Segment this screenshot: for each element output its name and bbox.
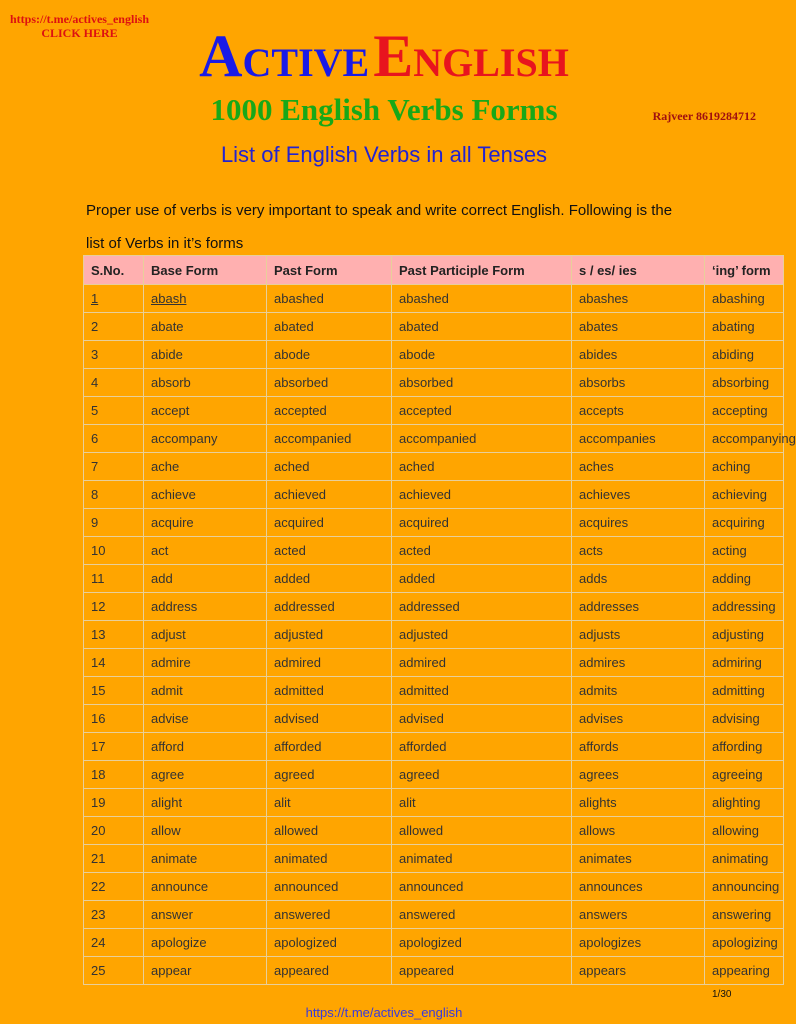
table-cell: answers (572, 901, 705, 929)
table-cell: address (144, 593, 267, 621)
table-cell: animate (144, 845, 267, 873)
table-cell: alight (144, 789, 267, 817)
table-cell: aches (572, 453, 705, 481)
table-cell: adding (705, 565, 784, 593)
table-cell: admitted (267, 677, 392, 705)
table-row (84, 817, 784, 845)
telegram-url[interactable]: https://t.me/actives_english (10, 12, 149, 26)
table-cell: addressing (705, 593, 784, 621)
table-cell: appear (144, 957, 267, 985)
table-cell: abides (572, 341, 705, 369)
table-row (84, 453, 784, 481)
table-cell: 2 (84, 313, 144, 341)
footer-link[interactable]: https://t.me/actives_english (305, 1005, 463, 1020)
table-cell: adds (572, 565, 705, 593)
table-cell: absorb (144, 369, 267, 397)
table-cell: 8 (84, 481, 144, 509)
table-cell: 3 (84, 341, 144, 369)
subtitle: 1000 English Verbs Forms (210, 92, 558, 127)
table-cell: addressed (267, 593, 392, 621)
table-cell: allowing (705, 817, 784, 845)
table-cell: adjusts (572, 621, 705, 649)
table-cell: accepted (267, 397, 392, 425)
table-cell: add (144, 565, 267, 593)
table-cell: 6 (84, 425, 144, 453)
table-cell: absorbs (572, 369, 705, 397)
intro-line-1: Proper use of verbs is very important to speak and write correct English. Following is the (86, 202, 673, 219)
table-cell: 14 (84, 649, 144, 677)
table-cell: added (392, 565, 572, 593)
table-row (84, 425, 784, 453)
table-cell: 16 (84, 705, 144, 733)
table-cell: admitted (392, 677, 572, 705)
table-cell: achieved (392, 481, 572, 509)
table-cell: accompany (144, 425, 267, 453)
table-row (84, 509, 784, 537)
table-cell: appearing (705, 957, 784, 985)
table-cell: addresses (572, 593, 705, 621)
table-cell: adjust (144, 621, 267, 649)
table-cell: abates (572, 313, 705, 341)
table-row (84, 677, 784, 705)
table-cell: alights (572, 789, 705, 817)
table-cell: advising (705, 705, 784, 733)
table-cell: acting (705, 537, 784, 565)
table-cell: 9 (84, 509, 144, 537)
table-cell: apologizes (572, 929, 705, 957)
table-cell: admiring (705, 649, 784, 677)
table-cell: adjusted (392, 621, 572, 649)
column-header: s / es/ ies (572, 256, 705, 285)
table-cell: achieves (572, 481, 705, 509)
table-row (84, 369, 784, 397)
table-cell: accompanied (392, 425, 572, 453)
table-cell: 24 (84, 929, 144, 957)
table-cell: advised (392, 705, 572, 733)
table-cell: addressed (392, 593, 572, 621)
table-cell: animated (392, 845, 572, 873)
verbs-table (83, 255, 796, 985)
table-cell: accepted (392, 397, 572, 425)
table-cell: 10 (84, 537, 144, 565)
table-cell: adjusted (267, 621, 392, 649)
table-cell: achieving (705, 481, 784, 509)
table-row (84, 537, 784, 565)
table-cell: allowed (392, 817, 572, 845)
table-cell: ached (267, 453, 392, 481)
table-cell: 20 (84, 817, 144, 845)
table-cell: 4 (84, 369, 144, 397)
table-cell: added (267, 565, 392, 593)
table-cell: acted (392, 537, 572, 565)
table-cell: affording (705, 733, 784, 761)
table-cell: agrees (572, 761, 705, 789)
table-cell: announce (144, 873, 267, 901)
column-header: Base Form (144, 256, 267, 285)
table-row (84, 901, 784, 929)
table-cell: acted (267, 537, 392, 565)
table-cell: advised (267, 705, 392, 733)
table-cell: alit (267, 789, 392, 817)
table-row (84, 649, 784, 677)
table-cell: animated (267, 845, 392, 873)
table-cell: 21 (84, 845, 144, 873)
table-cell: allowed (267, 817, 392, 845)
table-cell: alit (392, 789, 572, 817)
table-cell: ached (392, 453, 572, 481)
table-header-row (84, 256, 784, 285)
table-cell: absorbing (705, 369, 784, 397)
table-cell: answer (144, 901, 267, 929)
table-cell: announces (572, 873, 705, 901)
table-cell: abide (144, 341, 267, 369)
table-row (84, 733, 784, 761)
table-cell: admires (572, 649, 705, 677)
table-cell: abode (392, 341, 572, 369)
table-cell: allow (144, 817, 267, 845)
table-cell: answered (392, 901, 572, 929)
table-cell: abating (705, 313, 784, 341)
table-cell: 18 (84, 761, 144, 789)
table-row (84, 761, 784, 789)
table-cell: abashes (572, 285, 705, 313)
contact-info: Rajveer 8619284712 (652, 109, 756, 123)
table-cell: advises (572, 705, 705, 733)
table-cell: abashing (705, 285, 784, 313)
table-cell: apologized (267, 929, 392, 957)
table-cell: achieved (267, 481, 392, 509)
table-cell: acquired (392, 509, 572, 537)
table-cell: 23 (84, 901, 144, 929)
title-word-english: ENGLISH (373, 23, 569, 89)
table-cell: advise (144, 705, 267, 733)
table-cell: acquired (267, 509, 392, 537)
table-cell: announcing (705, 873, 784, 901)
table-cell: 5 (84, 397, 144, 425)
table-cell: accepting (705, 397, 784, 425)
table-row (84, 705, 784, 733)
table-cell: abated (267, 313, 392, 341)
table-row (84, 789, 784, 817)
table-row (84, 565, 784, 593)
table-cell: absorbed (392, 369, 572, 397)
table-row (84, 481, 784, 509)
table-row (84, 929, 784, 957)
table-cell: 13 (84, 621, 144, 649)
table-cell: 22 (84, 873, 144, 901)
table-cell: aching (705, 453, 784, 481)
table-cell: accept (144, 397, 267, 425)
table-cell: affords (572, 733, 705, 761)
table-cell: announced (392, 873, 572, 901)
table-cell: abiding (705, 341, 784, 369)
page-number: 1/30 (712, 989, 732, 1000)
table-cell: apologizing (705, 929, 784, 957)
table-row (84, 873, 784, 901)
table-row (84, 341, 784, 369)
table-cell: absorbed (267, 369, 392, 397)
table-cell: announced (267, 873, 392, 901)
table-cell: 25 (84, 957, 144, 985)
table-cell: admired (392, 649, 572, 677)
table-cell: acquire (144, 509, 267, 537)
table-row (84, 285, 784, 313)
column-header: S.No. (84, 256, 144, 285)
table-cell: accompanying (705, 425, 784, 453)
table-cell: appeared (392, 957, 572, 985)
table-cell: apologize (144, 929, 267, 957)
table-row (84, 621, 784, 649)
table-cell: agreed (267, 761, 392, 789)
table-cell: abashed (267, 285, 392, 313)
table-cell: acquiring (705, 509, 784, 537)
column-header: ‘ing’ form (705, 256, 784, 285)
table-cell: agreed (392, 761, 572, 789)
section-heading: List of English Verbs in all Tenses (220, 142, 548, 167)
table-cell: admits (572, 677, 705, 705)
table-cell: allows (572, 817, 705, 845)
table-cell: accompanied (267, 425, 392, 453)
table-cell: 15 (84, 677, 144, 705)
table-cell: appears (572, 957, 705, 985)
table-cell[interactable]: 1 (84, 285, 144, 313)
table-cell: 12 (84, 593, 144, 621)
table-cell: afforded (267, 733, 392, 761)
click-here-link[interactable]: CLICK HERE (41, 26, 118, 40)
table-cell: agree (144, 761, 267, 789)
table-cell: admire (144, 649, 267, 677)
table-row (84, 313, 784, 341)
table-cell: ache (144, 453, 267, 481)
table-row (84, 593, 784, 621)
table-cell: abashed (392, 285, 572, 313)
title-word-active: ACTIVE (199, 23, 370, 89)
column-header: Past Participle Form (392, 256, 572, 285)
table-cell: admit (144, 677, 267, 705)
table-cell: admired (267, 649, 392, 677)
table-cell: alighting (705, 789, 784, 817)
table-cell: afford (144, 733, 267, 761)
table-cell: 17 (84, 733, 144, 761)
intro-line-2: list of Verbs in it’s forms (86, 235, 244, 252)
table-cell: afforded (392, 733, 572, 761)
table-cell: accompanies (572, 425, 705, 453)
table-cell: appeared (267, 957, 392, 985)
table-cell: acts (572, 537, 705, 565)
column-header: Past Form (267, 256, 392, 285)
table-cell[interactable]: abash (144, 285, 267, 313)
table-cell: 7 (84, 453, 144, 481)
table-cell: apologized (392, 929, 572, 957)
table-cell: abode (267, 341, 392, 369)
table-cell: abate (144, 313, 267, 341)
table-row (84, 397, 784, 425)
table-cell: animating (705, 845, 784, 873)
table-cell: answering (705, 901, 784, 929)
table-row (84, 957, 784, 985)
table-cell: admitting (705, 677, 784, 705)
table-cell: act (144, 537, 267, 565)
table-cell: agreeing (705, 761, 784, 789)
table-row (84, 845, 784, 873)
table-cell: adjusting (705, 621, 784, 649)
table-cell: 11 (84, 565, 144, 593)
table-cell: abated (392, 313, 572, 341)
table-cell: answered (267, 901, 392, 929)
table-cell: accepts (572, 397, 705, 425)
intro-paragraph (86, 194, 686, 260)
table-cell: 19 (84, 789, 144, 817)
table-cell: achieve (144, 481, 267, 509)
table-cell: animates (572, 845, 705, 873)
table-cell: acquires (572, 509, 705, 537)
